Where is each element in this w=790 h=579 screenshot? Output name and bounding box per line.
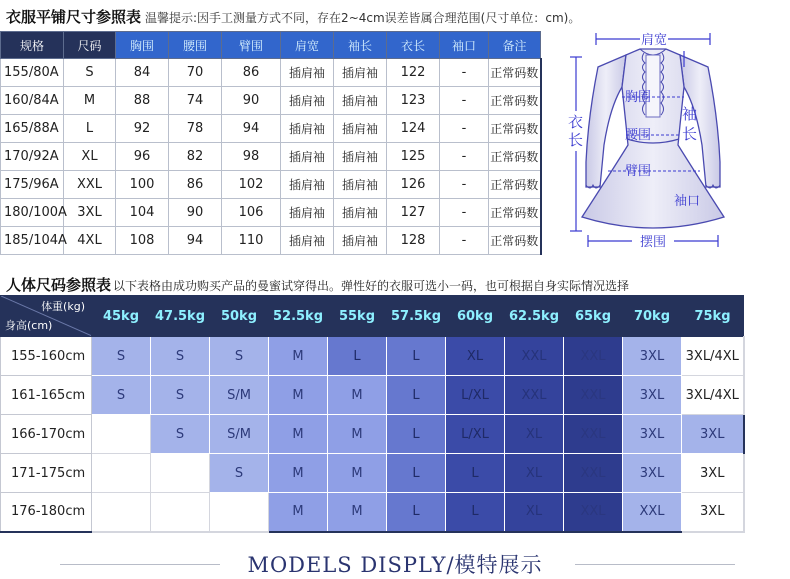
flat-size-cell: 165/88A (1, 115, 64, 143)
size-recommendation-cell: M (328, 493, 387, 532)
flat-size-cell: 插肩袖 (334, 59, 387, 87)
size-recommendation-cell: XL (505, 493, 564, 532)
cuff-label: 袖口 (674, 194, 701, 209)
flat-size-cell: 86 (222, 59, 281, 87)
flat-size-cell: - (440, 59, 489, 87)
flat-size-cell: 122 (387, 59, 440, 87)
flat-size-cell: - (440, 87, 489, 115)
size-recommendation-cell: XXL (564, 493, 623, 532)
corner-weight-label: 体重(kg) (41, 300, 85, 313)
size-recommendation-cell: M (269, 493, 328, 532)
waist-label: 腰围 (624, 128, 652, 143)
header-remark: 备注 (489, 32, 541, 59)
size-recommendation-cell: 3XL (623, 337, 682, 376)
size-recommendation-cell: XXL (564, 415, 623, 454)
flat-size-row (1, 143, 541, 171)
size-recommendation-cell: 3XL/4XL (682, 376, 744, 415)
flat-size-cell: 175/96A (1, 171, 64, 199)
size-recommendation-cell: XXL (564, 337, 623, 376)
size-recommendation-cell: S (151, 415, 210, 454)
size-recommendation-cell: S/M (210, 376, 269, 415)
flat-size-row (1, 115, 541, 143)
size-recommendation-cell: S (151, 376, 210, 415)
flat-size-cell: - (440, 171, 489, 199)
weight-header: 62.5kg (505, 296, 564, 337)
body-size-row (1, 454, 744, 493)
flat-size-cell: 86 (169, 171, 222, 199)
weight-header: 60kg (446, 296, 505, 337)
flat-size-cell: 插肩袖 (281, 227, 334, 255)
flat-size-cell: - (440, 115, 489, 143)
flat-size-cell: M (64, 87, 116, 115)
header-waist: 腰围 (169, 32, 222, 59)
weight-header: 52.5kg (269, 296, 328, 337)
body-size-header-row (1, 296, 744, 337)
body-size-row (1, 376, 744, 415)
size-recommendation-cell: XL (505, 415, 564, 454)
flat-size-cell: 94 (169, 227, 222, 255)
size-recommendation-cell: XXL (623, 493, 682, 532)
flat-size-cell: 4XL (64, 227, 116, 255)
flat-size-cell: 90 (222, 87, 281, 115)
size-recommendation-cell: S (92, 337, 151, 376)
body-size-note: 以下表格由成功购买产品的曼蜜试穿得出。弹性好的衣服可选小一码，也可根据自身实际情况选择 (113, 279, 630, 293)
flat-size-cell: 插肩袖 (281, 143, 334, 171)
shoulder-label: 肩宽 (640, 33, 668, 48)
flat-size-cell: 123 (387, 87, 440, 115)
flat-size-cell: 插肩袖 (334, 227, 387, 255)
size-recommendation-cell (92, 415, 151, 454)
flat-size-cell: 185/104A (1, 227, 64, 255)
flat-size-cell: 126 (387, 171, 440, 199)
flat-size-cell: 127 (387, 199, 440, 227)
body-size-row (1, 493, 744, 532)
flat-size-cell: 84 (116, 59, 169, 87)
flat-size-cell: 正常码数 (489, 87, 541, 115)
flat-size-header-row (1, 32, 541, 59)
flat-size-cell: 160/84A (1, 87, 64, 115)
flat-size-cell: 100 (116, 171, 169, 199)
weight-header: 55kg (328, 296, 387, 337)
flat-size-cell: 插肩袖 (334, 171, 387, 199)
flat-size-cell: 88 (116, 87, 169, 115)
flat-size-cell: XXL (64, 171, 116, 199)
flat-size-cell: 插肩袖 (334, 87, 387, 115)
flat-size-cell: 插肩袖 (281, 115, 334, 143)
flat-size-cell: 180/100A (1, 199, 64, 227)
flat-size-heading (6, 6, 786, 28)
flat-size-cell: S (64, 59, 116, 87)
flat-size-cell: 124 (387, 115, 440, 143)
flat-size-cell: 90 (169, 199, 222, 227)
flat-size-cell: 128 (387, 227, 440, 255)
header-length: 衣长 (387, 32, 440, 59)
flat-size-cell: 78 (169, 115, 222, 143)
flat-size-cell: 104 (116, 199, 169, 227)
size-recommendation-cell: XXL (564, 376, 623, 415)
flat-size-cell: 插肩袖 (334, 143, 387, 171)
flat-size-cell: 插肩袖 (334, 115, 387, 143)
size-recommendation-cell: M (328, 415, 387, 454)
body-size-heading (6, 274, 786, 294)
header-size: 尺码 (64, 32, 116, 59)
flat-size-cell: 插肩袖 (281, 199, 334, 227)
flat-size-cell: L (64, 115, 116, 143)
size-recommendation-cell: L (387, 454, 446, 493)
flat-size-cell: 正常码数 (489, 59, 541, 87)
flat-size-cell: 3XL (64, 199, 116, 227)
header-spec: 规格 (1, 32, 64, 59)
header-chest: 胸围 (116, 32, 169, 59)
flat-size-cell: 96 (116, 143, 169, 171)
size-recommendation-cell (210, 493, 269, 532)
body-size-row (1, 337, 744, 376)
sleeve-length-label-1: 袖长 (682, 105, 698, 143)
weight-header: 70kg (623, 296, 682, 337)
flat-size-cell: 插肩袖 (281, 87, 334, 115)
flat-size-row (1, 199, 541, 227)
flat-size-cell: 插肩袖 (334, 199, 387, 227)
flat-size-table (0, 31, 542, 255)
weight-header: 65kg (564, 296, 623, 337)
size-recommendation-cell: XXL (505, 337, 564, 376)
weight-header: 57.5kg (387, 296, 446, 337)
size-recommendation-cell: 3XL/4XL (682, 337, 744, 376)
flat-size-title: 衣服平铺尺寸参照表 (6, 8, 142, 26)
size-recommendation-cell: S/M (210, 415, 269, 454)
flat-size-cell: 108 (116, 227, 169, 255)
flat-size-row (1, 87, 541, 115)
flat-size-row (1, 59, 541, 87)
flat-size-cell: 插肩袖 (281, 59, 334, 87)
height-range-label: 171-175cm (1, 454, 92, 493)
flat-size-cell: 正常码数 (489, 227, 541, 255)
chest-label: 胸围 (624, 90, 652, 105)
size-recommendation-cell: XL (446, 337, 505, 376)
height-range-label: 176-180cm (1, 493, 92, 532)
size-recommendation-cell: 3XL (682, 454, 744, 493)
weight-header: 45kg (92, 296, 151, 337)
size-recommendation-cell: S (210, 454, 269, 493)
models-display-title: MODELS DISPLY/模特展示 (247, 553, 543, 577)
height-range-label: 166-170cm (1, 415, 92, 454)
models-display-footer (0, 545, 790, 579)
flat-size-cell: 82 (169, 143, 222, 171)
size-recommendation-cell: M (269, 376, 328, 415)
flat-size-cell: 155/80A (1, 59, 64, 87)
header-cuff: 袖口 (440, 32, 489, 59)
flat-size-cell: 正常码数 (489, 199, 541, 227)
weight-header: 47.5kg (151, 296, 210, 337)
weight-header: 75kg (682, 296, 744, 337)
flat-size-cell: 正常码数 (489, 115, 541, 143)
flat-size-cell: 正常码数 (489, 171, 541, 199)
flat-size-cell: - (440, 227, 489, 255)
flat-size-cell: 106 (222, 199, 281, 227)
size-recommendation-cell: L/XL (446, 415, 505, 454)
body-size-table (0, 295, 745, 533)
flat-size-cell: 正常码数 (489, 143, 541, 171)
size-recommendation-cell: S (92, 376, 151, 415)
dress-diagram (548, 27, 788, 259)
size-recommendation-cell: S (151, 337, 210, 376)
size-recommendation-cell: L (446, 454, 505, 493)
flat-size-row (1, 171, 541, 199)
size-recommendation-cell: M (269, 415, 328, 454)
flat-size-cell: 170/92A (1, 143, 64, 171)
size-recommendation-cell: L (387, 415, 446, 454)
size-recommendation-cell: L (387, 376, 446, 415)
corner-height-label: 身高(cm) (5, 319, 53, 332)
arm-label: 臂围 (624, 164, 652, 179)
length-label: 衣长 (568, 113, 584, 149)
flat-size-cell: 插肩袖 (281, 171, 334, 199)
height-range-label: 161-165cm (1, 376, 92, 415)
size-recommendation-cell: 3XL (682, 415, 744, 454)
size-recommendation-cell: M (269, 337, 328, 376)
flat-size-cell: 92 (116, 115, 169, 143)
size-recommendation-cell: L (328, 337, 387, 376)
size-recommendation-cell: 3XL (682, 493, 744, 532)
size-recommendation-cell (151, 454, 210, 493)
flat-size-cell: XL (64, 143, 116, 171)
size-recommendation-cell (151, 493, 210, 532)
size-recommendation-cell: L (387, 493, 446, 532)
size-recommendation-cell: L (387, 337, 446, 376)
hem-label: 摆围 (639, 235, 667, 250)
body-size-table-wrap (0, 295, 743, 531)
size-recommendation-cell: M (269, 454, 328, 493)
header-shoulder: 肩宽 (281, 32, 334, 59)
flat-size-cell: 102 (222, 171, 281, 199)
size-recommendation-cell: 3XL (623, 376, 682, 415)
size-recommendation-cell: XXL (505, 376, 564, 415)
size-recommendation-cell: S (210, 337, 269, 376)
size-recommendation-cell: 3XL (623, 415, 682, 454)
size-recommendation-cell: L/XL (446, 376, 505, 415)
flat-size-cell: - (440, 199, 489, 227)
header-arm: 臂围 (222, 32, 281, 59)
height-range-label: 155-160cm (1, 337, 92, 376)
size-recommendation-cell: XL (505, 454, 564, 493)
corner-header (1, 296, 92, 337)
flat-size-cell: 74 (169, 87, 222, 115)
size-recommendation-cell: M (328, 454, 387, 493)
flat-size-cell: 125 (387, 143, 440, 171)
flat-size-cell: 70 (169, 59, 222, 87)
size-recommendation-cell: 3XL (623, 454, 682, 493)
size-recommendation-cell: L (446, 493, 505, 532)
flat-size-cell: 98 (222, 143, 281, 171)
size-recommendation-cell: M (328, 376, 387, 415)
size-recommendation-cell (92, 454, 151, 493)
flat-size-row (1, 227, 541, 255)
weight-header: 50kg (210, 296, 269, 337)
size-recommendation-cell (92, 493, 151, 532)
body-size-title: 人体尺码参照表 (6, 276, 112, 294)
flat-size-cell: - (440, 143, 489, 171)
flat-size-cell: 110 (222, 227, 281, 255)
size-recommendation-cell: XXL (564, 454, 623, 493)
body-size-row (1, 415, 744, 454)
header-sleeve: 袖长 (334, 32, 387, 59)
flat-size-note: 温馨提示:因手工测量方式不同，存在2~4cm误差皆属合理范围(尺寸单位：cm)。 (145, 11, 581, 25)
flat-size-cell: 94 (222, 115, 281, 143)
